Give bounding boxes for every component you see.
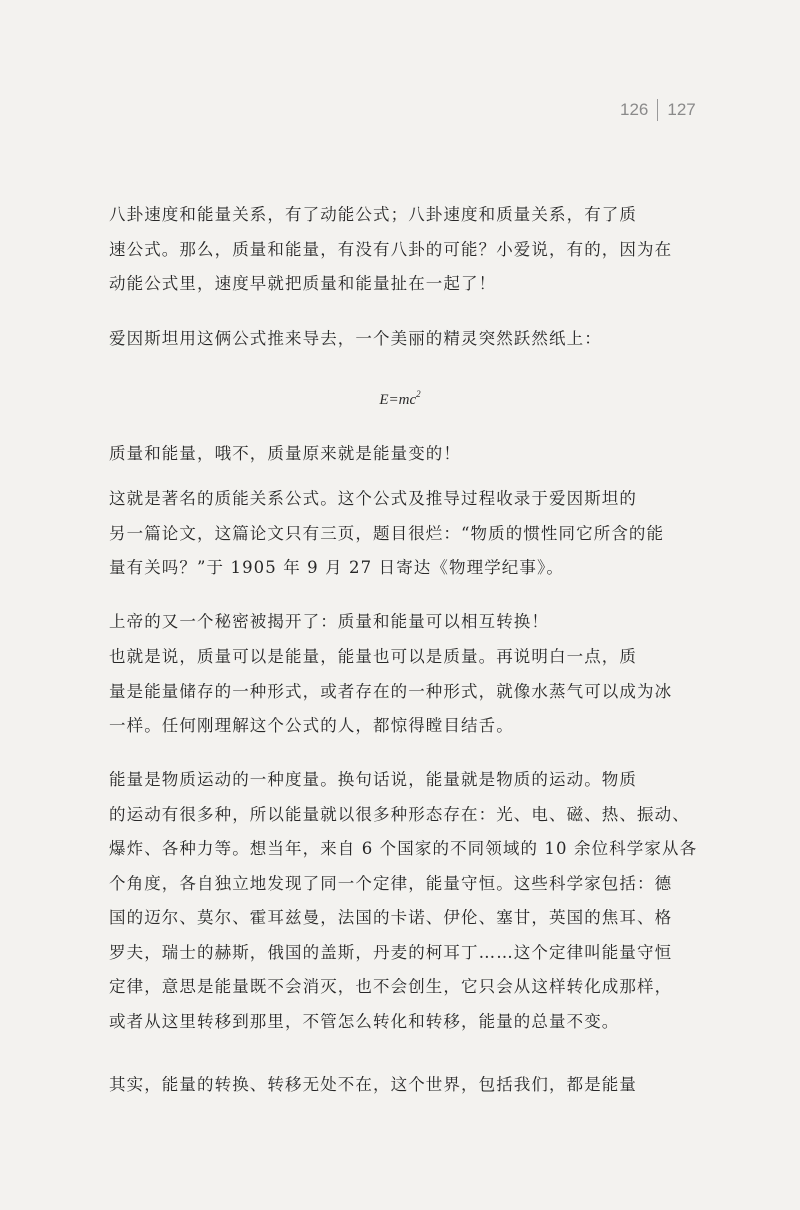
page-number-right: 127	[667, 100, 696, 119]
text-line: 量有关吗？”于 1905 年 9 月 27 日寄达《物理学纪事》。	[109, 558, 564, 577]
paragraph-6	[109, 640, 681, 744]
formula-exponent: 2	[416, 389, 421, 399]
text-line: 这就是著名的质能关系公式。这个公式及推导过程收录于爱因斯坦的	[109, 489, 637, 508]
text-line: 另一篇论文，这篇论文只有三页，题目很烂：“物质的惯性同它所含的能	[109, 523, 665, 543]
text-line: 或者从这里转移到那里，不管怎么转化和转移，能量的总量不变。	[109, 1011, 620, 1031]
text-line: 爆炸、各种力等。想当年，来自 6 个国家的不同领域的 10 余位科学家从各	[109, 839, 698, 858]
text-line: 的运动有很多种，所以能量就以很多种形态存在：光、电、磁、热、振动、	[109, 804, 690, 824]
text-line: 罗夫，瑞士的赫斯，俄国的盖斯，丹麦的柯耳丁……这个定律叫能量守恒	[109, 942, 673, 962]
page-number-left: 126	[620, 100, 649, 119]
text-line: 量是能量储存的一种形式，或者存在的一种形式，就像水蒸气可以成为冰	[109, 681, 673, 701]
text-line: 定律，意思是能量既不会消灭，也不会创生，它只会从这样转化成那样，	[109, 977, 673, 996]
text-line: 个角度，各自独立地发现了同一个定律，能量守恒。这些科学家包括：德	[109, 873, 673, 893]
paragraph-8	[109, 1068, 681, 1103]
text-line: 其实，能量的转换、转移无处不在，这个世界，包括我们，都是能量	[109, 1075, 637, 1094]
paragraph-7	[109, 763, 698, 1039]
formula-base: E=mc	[379, 392, 417, 408]
text-line: 速公式。那么，质量和能量，有没有八卦的可能？小爱说，有的，因为在	[109, 239, 673, 259]
text-line: 一样。任何刚理解这个公式的人，都惊得瞠目结舌。	[109, 716, 514, 735]
formula-equation	[0, 389, 800, 409]
page-numbers	[620, 99, 696, 121]
text-line: 能量是物质运动的一种度量。换句话说，能量就是物质的运动。物质	[109, 770, 637, 789]
text-line: 质量和能量，哦不，质量原来就是能量变的！	[109, 444, 461, 463]
paragraph-4	[109, 482, 681, 586]
page-number-divider	[657, 99, 658, 121]
text-line: 爱因斯坦用这俩公式推来导去，一个美丽的精灵突然跃然纸上：	[109, 329, 602, 348]
paragraph-1	[109, 198, 681, 302]
text-line: 动能公式里，速度早就把质量和能量扯在一起了！	[109, 274, 497, 293]
text-line: 八卦速度和能量关系，有了动能公式；八卦速度和质量关系，有了质	[109, 205, 637, 224]
text-line: 国的迈尔、莫尔、霍耳兹曼，法国的卡诺、伊伦、塞甘，英国的焦耳、格	[109, 908, 673, 927]
paragraph-5	[109, 605, 681, 640]
paragraph-2	[109, 322, 681, 357]
text-line: 上帝的又一个秘密被揭开了：质量和能量可以相互转换！	[109, 612, 549, 631]
paragraph-3	[109, 437, 681, 472]
text-line: 也就是说，质量可以是能量，能量也可以是质量。再说明白一点，质	[109, 647, 637, 666]
